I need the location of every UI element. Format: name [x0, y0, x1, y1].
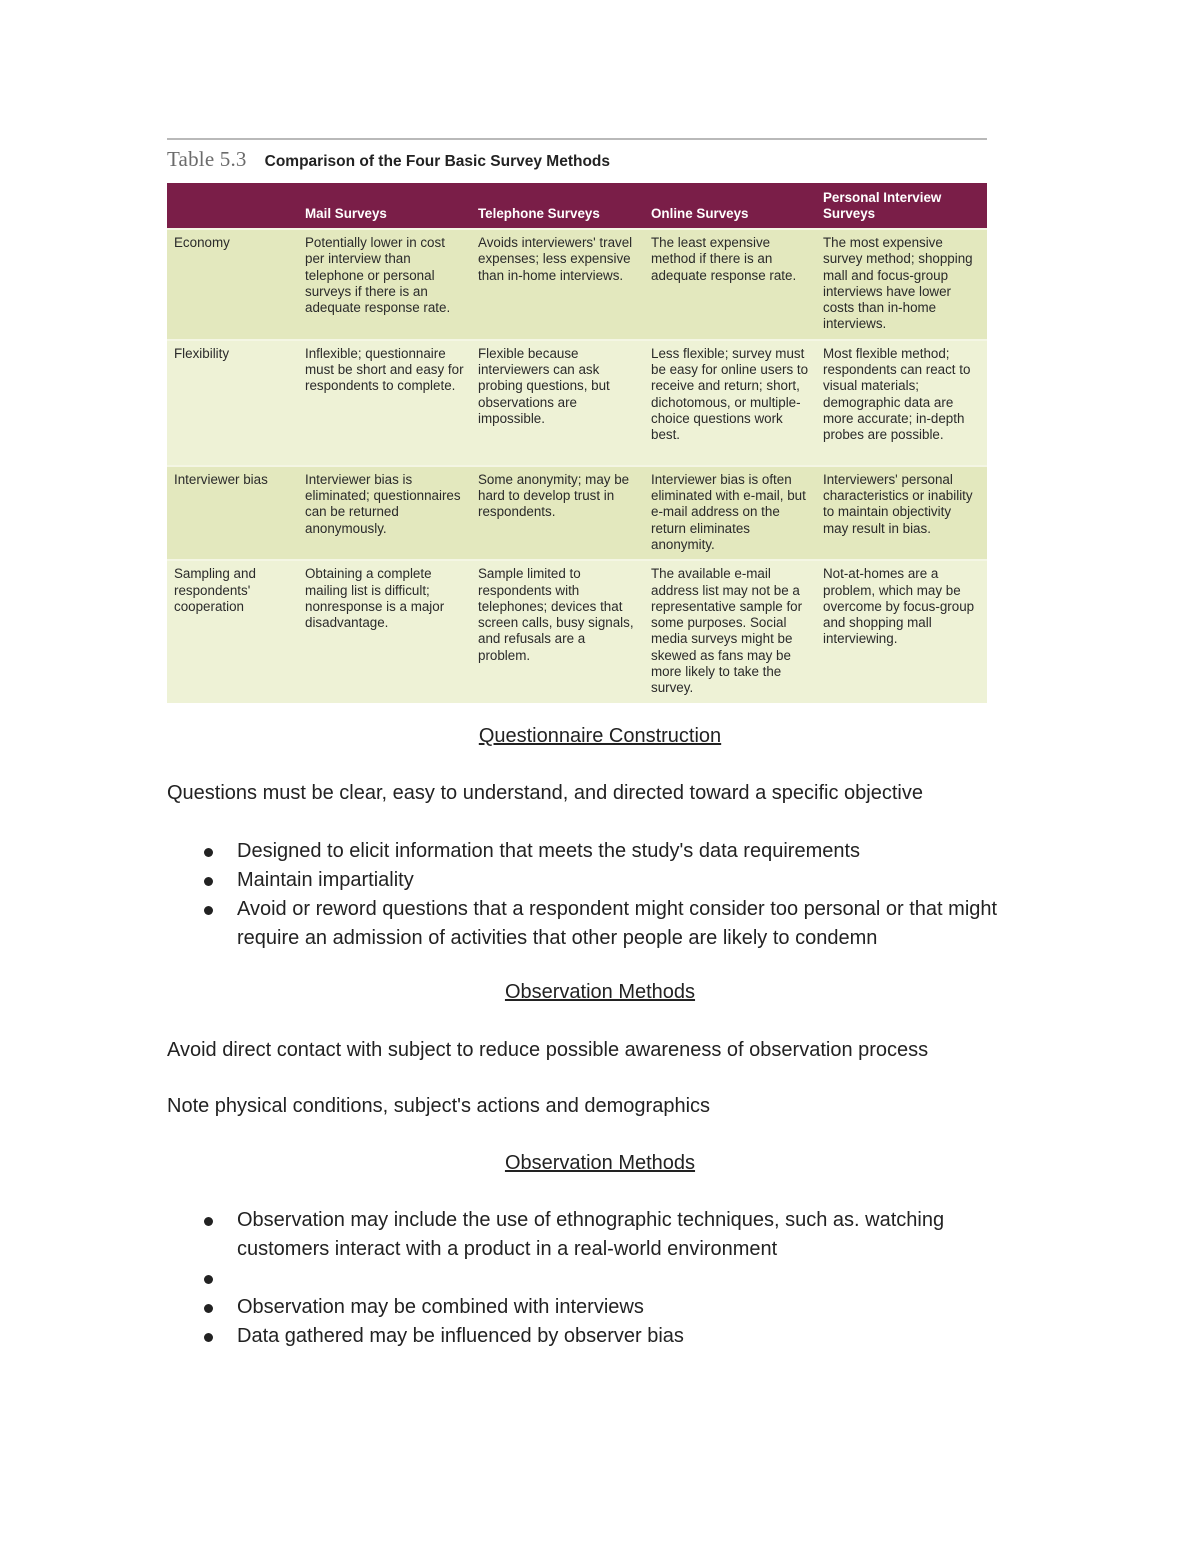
bullet-icon — [204, 1275, 213, 1284]
bullet-icon — [204, 877, 213, 886]
row-label: Economy — [167, 229, 298, 340]
observation-paragraph: Note physical conditions, subject's actions and demographics — [167, 1095, 711, 1117]
row-label: Flexibility — [167, 340, 298, 466]
table-cell: The least expensive method if there is an adequate response rate. — [644, 229, 816, 340]
list-item — [167, 837, 1033, 866]
header-cell-online: Online Surveys — [644, 183, 816, 229]
table-cell: Potentially lower in cost per interview than telephone or personal surveys if there is an adequate response rate. — [298, 229, 471, 340]
list-item-text: Avoid or reword questions that a respondent might consider too personal or that might require an admission of activities that other people are likely to condemn — [237, 898, 998, 949]
table-cell: Less flexible; survey must be easy for online users to receive and return; short, dichotomous, or multiple-choice questions work best. — [644, 340, 816, 466]
row-label: Interviewer bias — [167, 466, 298, 560]
table-cell: Sample limited to respondents with telephones; devices that screen calls, busy signals, and refusals are a problem. — [471, 560, 644, 702]
table-cell: Avoids interviewers' travel expenses; less expensive than in-home interviews. — [471, 229, 644, 340]
list-item — [167, 1293, 1033, 1322]
table-title: Comparison of the Four Basic Survey Methods — [264, 153, 610, 170]
list-item-text: Designed to elicit information that meets the study's data requirements — [237, 840, 861, 862]
header-cell-personal-interview: Personal Interview Surveys — [816, 183, 987, 229]
table-cell: Interviewers' personal characteristics or inability to maintain objectivity may result in bias. — [816, 466, 987, 560]
document-body — [167, 0, 1033, 1553]
list-item-text: Data gathered may be influenced by observer bias — [237, 1325, 684, 1347]
table-cell: Interviewer bias is eliminated; questionnaires can be returned anonymously. — [298, 466, 471, 560]
questionnaire-bullet-list — [167, 837, 1033, 953]
header-cell-mail: Mail Surveys — [298, 183, 471, 229]
list-item — [167, 895, 1033, 953]
bullet-icon — [204, 1217, 213, 1226]
table-cell: The most expensive survey method; shopping mall and focus-group interviews have lower costs than in-home interviews. — [816, 229, 987, 340]
bullet-icon — [204, 848, 213, 857]
table-number: Table 5.3 — [167, 147, 247, 171]
table-cell: Most flexible method; respondents can react to visual materials; demographic data are more accurate; in-depth probes are possible. — [816, 340, 987, 466]
table-cell: Obtaining a complete mailing list is difficult; nonresponse is a major disadvantage. — [298, 560, 471, 702]
list-item — [167, 866, 1033, 895]
bullet-icon — [204, 906, 213, 915]
questionnaire-intro: Questions must be clear, easy to understand, and directed toward a specific objective — [167, 782, 923, 804]
observation-bullet-list — [167, 1206, 1033, 1351]
observation-paragraph: Avoid direct contact with subject to reduce possible awareness of observation process — [167, 1039, 929, 1061]
row-label: Sampling and respondents' cooperation — [167, 560, 298, 702]
questionnaire-heading: Questionnaire Construction — [478, 725, 722, 747]
list-item-text: Maintain impartiality — [237, 869, 414, 891]
table-cell: Not-at-homes are a problem, which may be overcome by focus-group and shopping mall interviewing. — [816, 560, 987, 702]
observation-heading-second: Observation Methods — [504, 1152, 696, 1174]
bullet-icon — [204, 1304, 213, 1313]
table-cell: The available e-mail address list may not be a representative sample for some purposes. Social media surveys might be skewed as fans may be more likely to take the survey. — [644, 560, 816, 702]
table-cell: Interviewer bias is often eliminated with e-mail, but e-mail address on the return eliminates anonymity. — [644, 466, 816, 560]
list-item — [167, 1264, 1033, 1293]
table-cell: Flexible because interviewers can ask probing questions, but observations are impossible. — [471, 340, 644, 466]
observation-heading: Observation Methods — [504, 981, 696, 1003]
list-item-text: Observation may include the use of ethnographic techniques, such as. watching customers interact with a product in a real-world environment — [237, 1209, 945, 1260]
bullet-icon — [204, 1333, 213, 1342]
table-cell: Inflexible; questionnaire must be short and easy for respondents to complete. — [298, 340, 471, 466]
header-cell-telephone: Telephone Surveys — [471, 183, 644, 229]
table-cell: Some anonymity; may be hard to develop trust in respondents. — [471, 466, 644, 560]
list-item — [167, 1206, 1033, 1264]
list-item-text: Observation may be combined with interviews — [237, 1296, 644, 1318]
list-item — [167, 1322, 1033, 1351]
